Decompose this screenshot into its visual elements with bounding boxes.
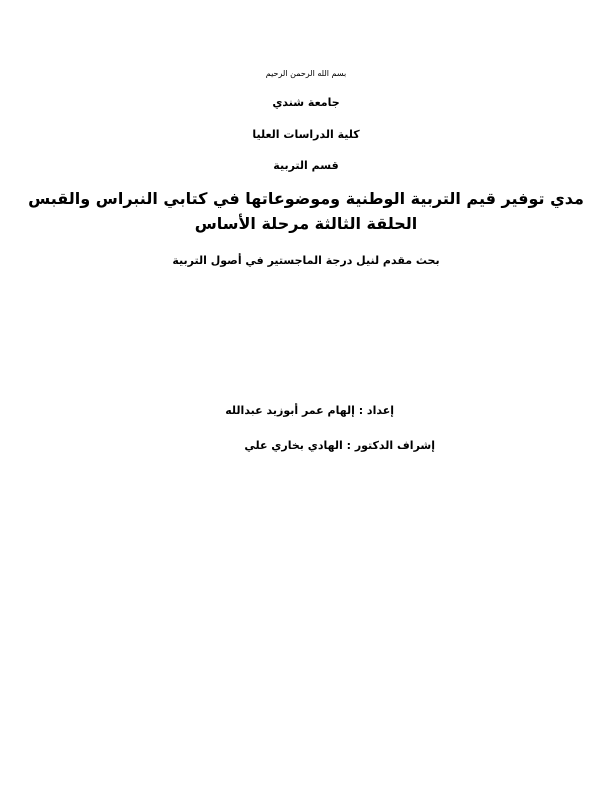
supervisor-credit: إشراف الدكتور : الهادي بخاري علي [244,439,435,452]
college-name: كلية الدراسات العليا [252,128,360,141]
thesis-title-line-1: مدي توفير قيم التربية الوطنية وموضوعاتها في كتابي النبراس والقبس [28,189,584,208]
author-credit: إعداد : إلهام عمر أبوزيد عبدالله [225,404,394,417]
university-name: جامعة شندي [272,96,340,109]
thesis-title-line-2: الحلقة الثالثة مرحلة الأساس [194,214,418,233]
thesis-subtitle: بحث مقدم لنيل درجة الماجستير في أصول التربية [172,254,440,267]
department-name: قسم التربية [273,159,339,172]
basmala-text: بسم الله الرحمن الرحيم [265,69,347,78]
